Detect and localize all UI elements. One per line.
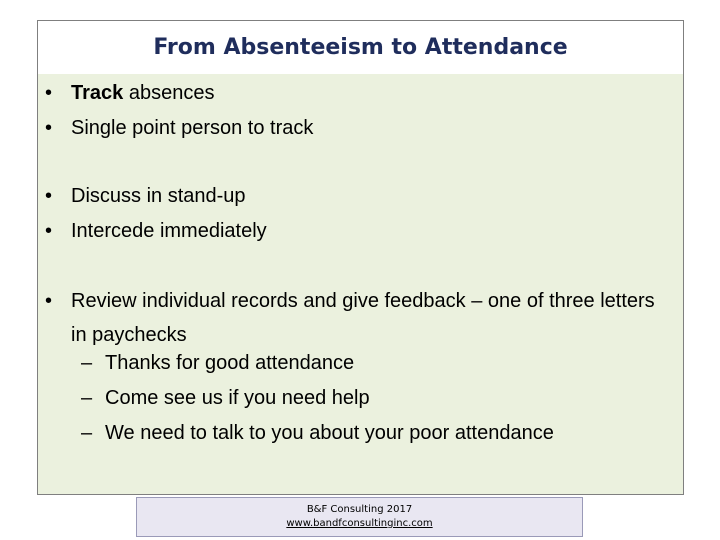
slide-frame — [37, 20, 684, 495]
sub-bullet-dash: – — [81, 387, 93, 409]
slide-title: From Absenteeism to Attendance — [153, 35, 568, 60]
sub-bullet-thanks — [81, 346, 354, 380]
bullet-text: Intercede immediately — [71, 220, 267, 242]
sub-bullet-text: We need to talk to you about your poor attendance — [105, 422, 554, 444]
bullet-text — [71, 76, 661, 110]
bullet-bold-text: Track — [71, 82, 124, 104]
bullet-text: Review individual records and give feedback – one of three letters in paychecks — [71, 290, 655, 346]
sub-bullet-come-see-us — [81, 381, 370, 415]
bullet-dot: • — [45, 185, 53, 207]
title-box — [38, 21, 683, 75]
bullet-dot: • — [45, 290, 53, 312]
footer-company: B&F Consulting 2017 — [306, 504, 413, 515]
sub-bullet-text: Thanks for good attendance — [105, 352, 355, 374]
bullet-dot: • — [45, 82, 53, 104]
sub-bullet-dash: – — [81, 352, 93, 374]
bullet-text: Single point person to track — [71, 117, 314, 139]
bullet-item-review-records — [45, 284, 661, 352]
bullet-item-track-absences — [45, 76, 661, 110]
sub-bullet-text: Come see us if you need help — [105, 387, 370, 409]
bullet-text: Discuss in stand-up — [71, 185, 246, 207]
footer-box — [136, 497, 583, 537]
bullet-item-point-person — [45, 111, 661, 145]
sub-bullet-need-to-talk — [81, 416, 554, 450]
bullet-item-intercede — [45, 214, 661, 248]
bullet-rest-text: absences — [123, 82, 215, 104]
bullet-item-discuss — [45, 179, 661, 213]
sub-bullet-dash: – — [81, 422, 93, 444]
bullet-dot: • — [45, 117, 53, 139]
footer-url-link[interactable]: www.bandfconsultinginc.com — [286, 518, 433, 529]
bullet-dot: • — [45, 220, 53, 242]
content-box — [38, 74, 683, 494]
